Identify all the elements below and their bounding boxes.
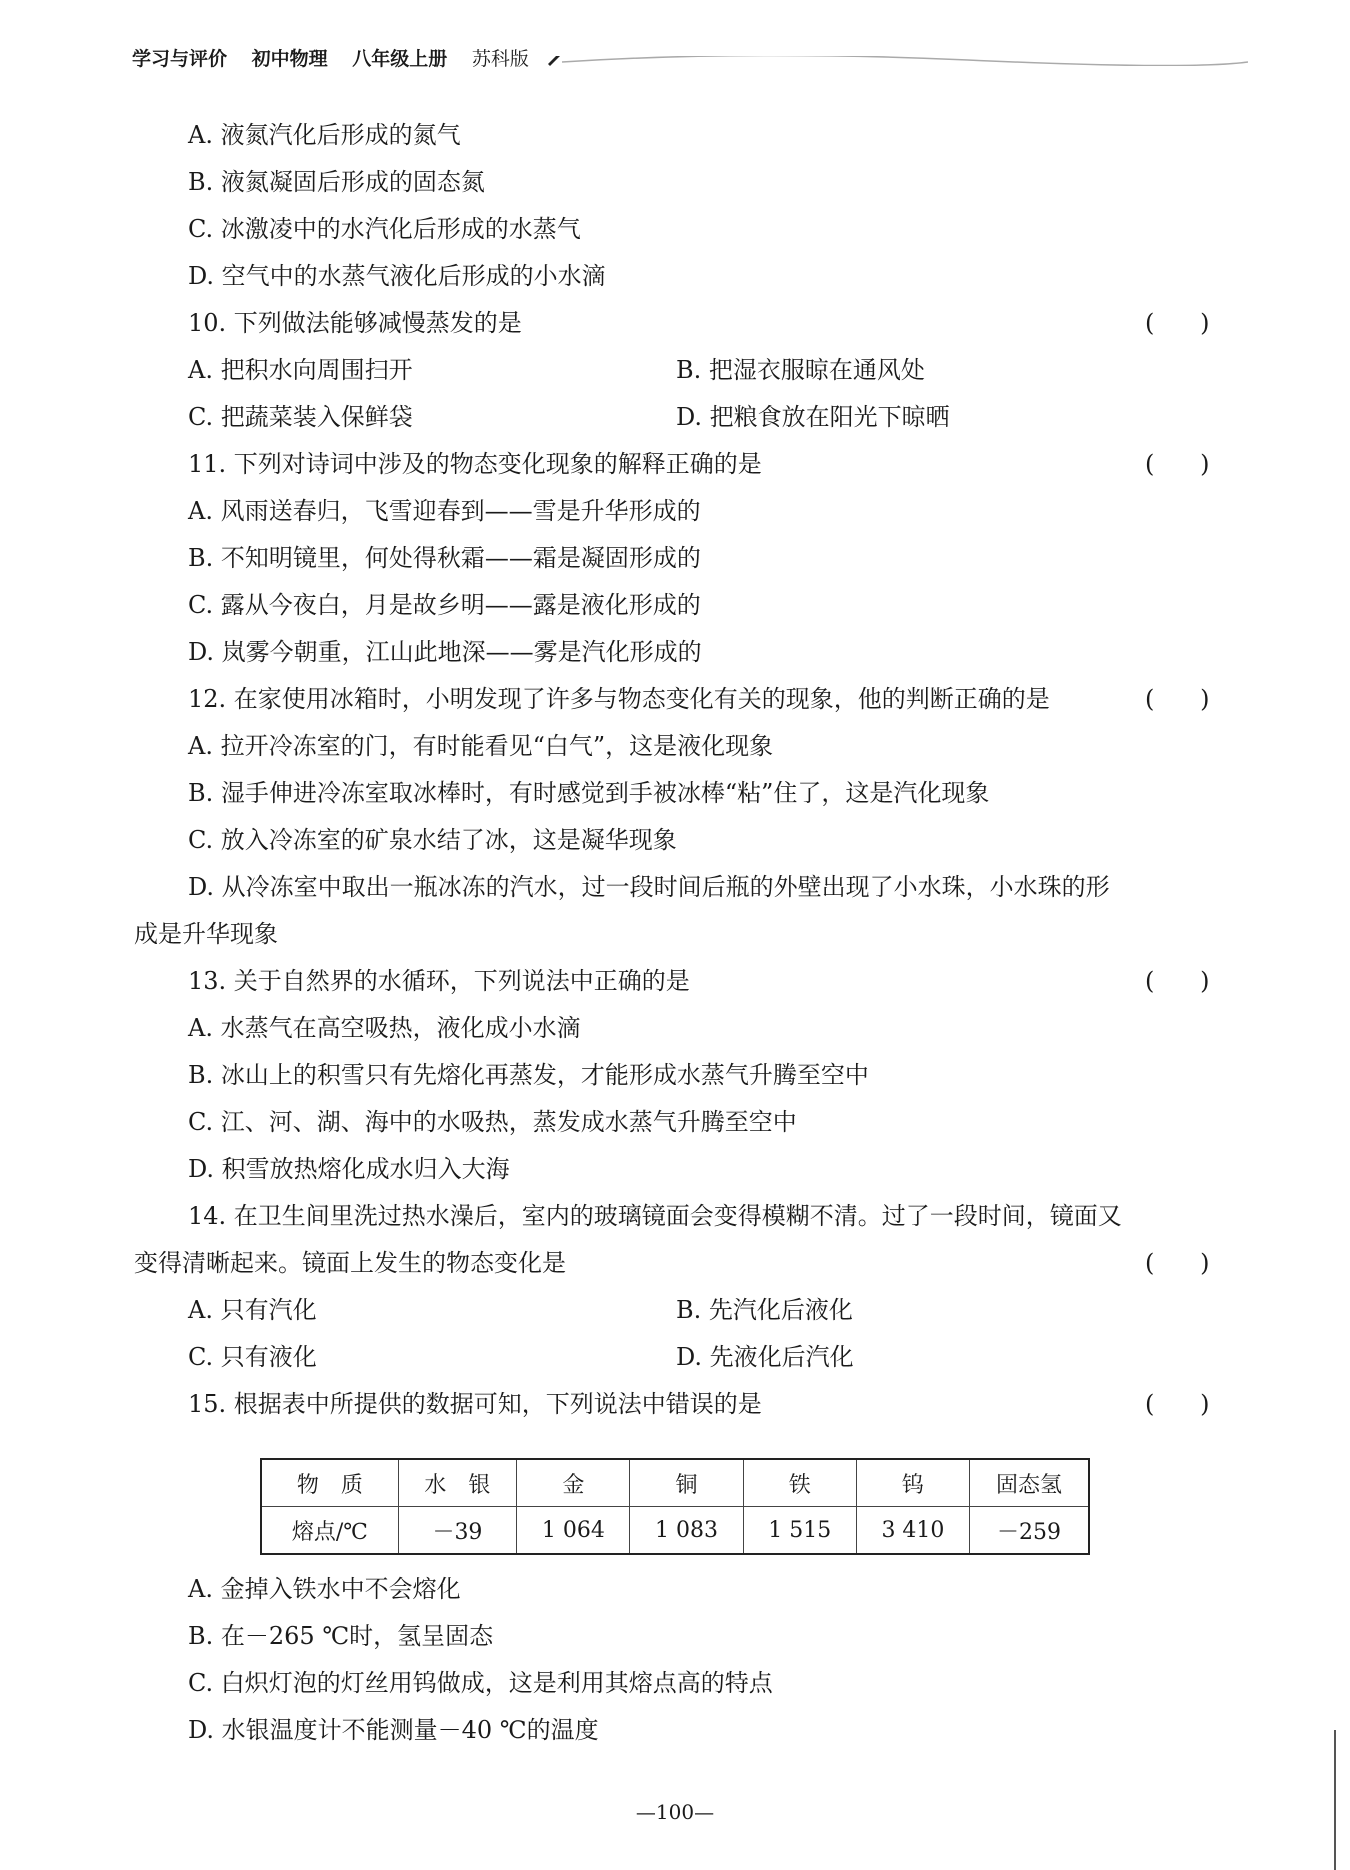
table-cell: －39	[398, 1507, 517, 1555]
table-cell: 1 515	[743, 1507, 856, 1555]
answer-bracket: ( )	[1145, 309, 1210, 337]
table-row	[261, 1507, 1089, 1555]
text-line: B. 湿手伸进冷冻室取冰棒时，有时感觉到手被冰棒“粘”住了，这是汽化现象	[188, 779, 990, 807]
text-line: B. 液氮凝固后形成的固态氮	[188, 168, 485, 196]
text-line: A. 拉开冷冻室的门，有时能看见“白气”，这是液化现象	[188, 732, 774, 760]
table-cell: 铁	[743, 1459, 856, 1507]
text-line: D. 岚雾今朝重，江山此地深——雾是汽化形成的	[188, 638, 702, 666]
text-line: C. 白炽灯泡的灯丝用钨做成，这是利用其熔点高的特点	[188, 1669, 773, 1697]
text-line: A. 把积水向周围扫开	[188, 356, 413, 384]
text-line: C. 露从今夜白，月是故乡明——露是液化形成的	[188, 591, 701, 619]
text-line: D. 先液化后汽化	[676, 1343, 854, 1371]
text-line: D. 积雪放热熔化成水归入大海	[188, 1155, 510, 1183]
text-line: A. 金掉入铁水中不会熔化	[188, 1575, 461, 1603]
text-line: C. 江、河、湖、海中的水吸热，蒸发成水蒸气升腾至空中	[188, 1108, 797, 1136]
table-cell: －259	[970, 1507, 1089, 1555]
text-line: 12. 在家使用冰箱时，小明发现了许多与物态变化有关的现象，他的判断正确的是	[188, 685, 1050, 713]
text-line: 10. 下列做法能够减慢蒸发的是	[188, 309, 522, 337]
text-line: B. 在－265 ℃时，氢呈固态	[188, 1622, 494, 1650]
page-number: —100—	[635, 1800, 715, 1824]
text-line: 11. 下列对诗词中涉及的物态变化现象的解释正确的是	[188, 450, 762, 478]
text-line: D. 空气中的水蒸气液化后形成的小水滴	[188, 262, 606, 290]
table-cell: 熔点/℃	[261, 1507, 398, 1555]
answer-bracket: ( )	[1145, 685, 1210, 713]
answer-bracket: ( )	[1145, 1249, 1210, 1277]
text-line: C. 把蔬菜装入保鲜袋	[188, 403, 413, 431]
text-line: A. 液氮汽化后形成的氮气	[188, 121, 461, 149]
edition: 苏科版	[471, 48, 529, 70]
table-cell: 钨	[856, 1459, 969, 1507]
text-line: D. 从冷冻室中取出一瓶冰冻的汽水，过一段时间后瓶的外壁出现了小水珠，小水珠的形	[188, 873, 1110, 901]
table-cell: 物 质	[261, 1459, 398, 1507]
text-line: A. 只有汽化	[188, 1296, 317, 1324]
grade: 八年级上册	[352, 48, 448, 70]
text-line: D. 把粮食放在阳光下晾晒	[676, 403, 950, 431]
text-line: A. 风雨送春归，飞雪迎春到——雪是升华形成的	[188, 497, 701, 525]
answer-bracket: ( )	[1145, 967, 1210, 995]
subject: 初中物理	[251, 48, 328, 70]
page-header	[132, 44, 535, 71]
answer-bracket: ( )	[1145, 450, 1210, 478]
table-header-row	[261, 1459, 1089, 1507]
table-cell: 铜	[630, 1459, 743, 1507]
text-line: C. 冰激凌中的水汽化后形成的水蒸气	[188, 215, 581, 243]
binding-rule	[1334, 1730, 1336, 1870]
table-cell: 3 410	[856, 1507, 969, 1555]
text-line: 13. 关于自然界的水循环，下列说法中正确的是	[188, 967, 690, 995]
text-line: B. 冰山上的积雪只有先熔化再蒸发，才能形成水蒸气升腾至空中	[188, 1061, 869, 1089]
text-line: C. 只有液化	[188, 1343, 317, 1371]
text-line: 变得清晰起来。镜面上发生的物态变化是	[134, 1249, 566, 1277]
table-cell: 金	[517, 1459, 630, 1507]
pen-decoration	[548, 56, 1248, 66]
text-line: C. 放入冷冻室的矿泉水结了冰，这是凝华现象	[188, 826, 677, 854]
text-line: 15. 根据表中所提供的数据可知，下列说法中错误的是	[188, 1390, 762, 1418]
table-cell: 1 083	[630, 1507, 743, 1555]
text-line: B. 先汽化后液化	[676, 1296, 853, 1324]
text-line: B. 把湿衣服晾在通风处	[676, 356, 925, 384]
answer-bracket: ( )	[1145, 1390, 1210, 1418]
melting-point-table	[260, 1458, 1090, 1555]
table-cell: 1 064	[517, 1507, 630, 1555]
table-cell: 固态氢	[970, 1459, 1089, 1507]
text-line: D. 水银温度计不能测量－40 ℃的温度	[188, 1716, 599, 1744]
text-line: 14. 在卫生间里洗过热水澡后，室内的玻璃镜面会变得模糊不清。过了一段时间，镜面又	[188, 1202, 1122, 1230]
book-title: 学习与评价	[132, 48, 228, 70]
text-line: A. 水蒸气在高空吸热，液化成小水滴	[188, 1014, 581, 1042]
table-cell: 水 银	[398, 1459, 517, 1507]
text-line: B. 不知明镜里，何处得秋霜——霜是凝固形成的	[188, 544, 701, 572]
text-line: 成是升华现象	[134, 920, 278, 948]
